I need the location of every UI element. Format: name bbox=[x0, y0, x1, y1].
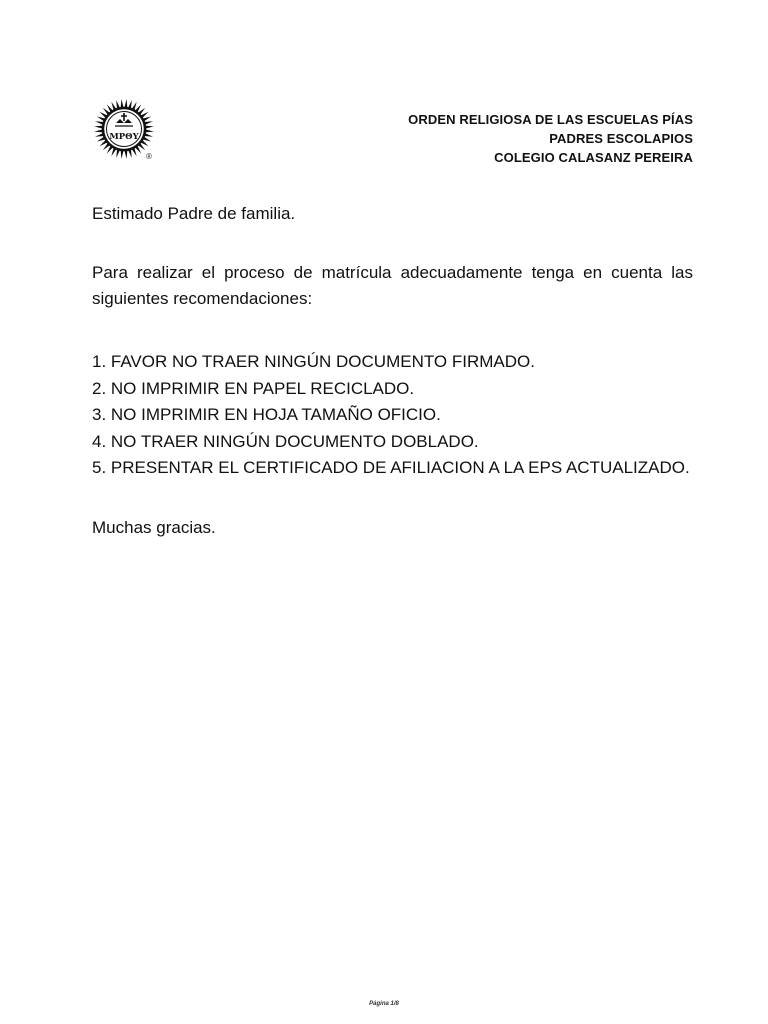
letter-intro: Para realizar el proceso de matrícula adecuadamente tenga en cuenta las siguientes recomendaciones: bbox=[92, 263, 693, 308]
letterhead-line-fathers: PADRES ESCOLAPIOS bbox=[549, 131, 693, 146]
page-number: Página 1/8 bbox=[369, 1001, 399, 1007]
letterhead-line-school: COLEGIO CALASANZ PEREIRA bbox=[494, 150, 693, 165]
list-item: 5. PRESENTAR EL CERTIFICADO DE AFILIACION A LA EPS ACTUALIZADO. bbox=[92, 458, 690, 477]
recommendations-list bbox=[92, 349, 693, 482]
list-item: 1. FAVOR NO TRAER NINGÚN DOCUMENTO FIRMADO. bbox=[92, 352, 535, 371]
letter-greeting: Estimado Padre de familia. bbox=[92, 204, 296, 223]
letterhead-line-order: ORDEN RELIGIOSA DE LAS ESCUELAS PÍAS bbox=[408, 112, 693, 127]
list-item: 4. NO TRAER NINGÚN DOCUMENTO DOBLADO. bbox=[92, 431, 479, 451]
registered-mark: ® bbox=[146, 152, 152, 161]
list-item: 3. NO IMPRIMIR EN HOJA TAMAÑO OFICIO. bbox=[92, 405, 441, 424]
letter-closing: Muchas gracias. bbox=[92, 518, 216, 537]
list-item: 2. NO IMPRIMIR EN PAPEL RECICLADO. bbox=[92, 378, 415, 398]
letterhead bbox=[408, 110, 693, 167]
svg-text:MPΘY: MPΘY bbox=[109, 132, 139, 142]
